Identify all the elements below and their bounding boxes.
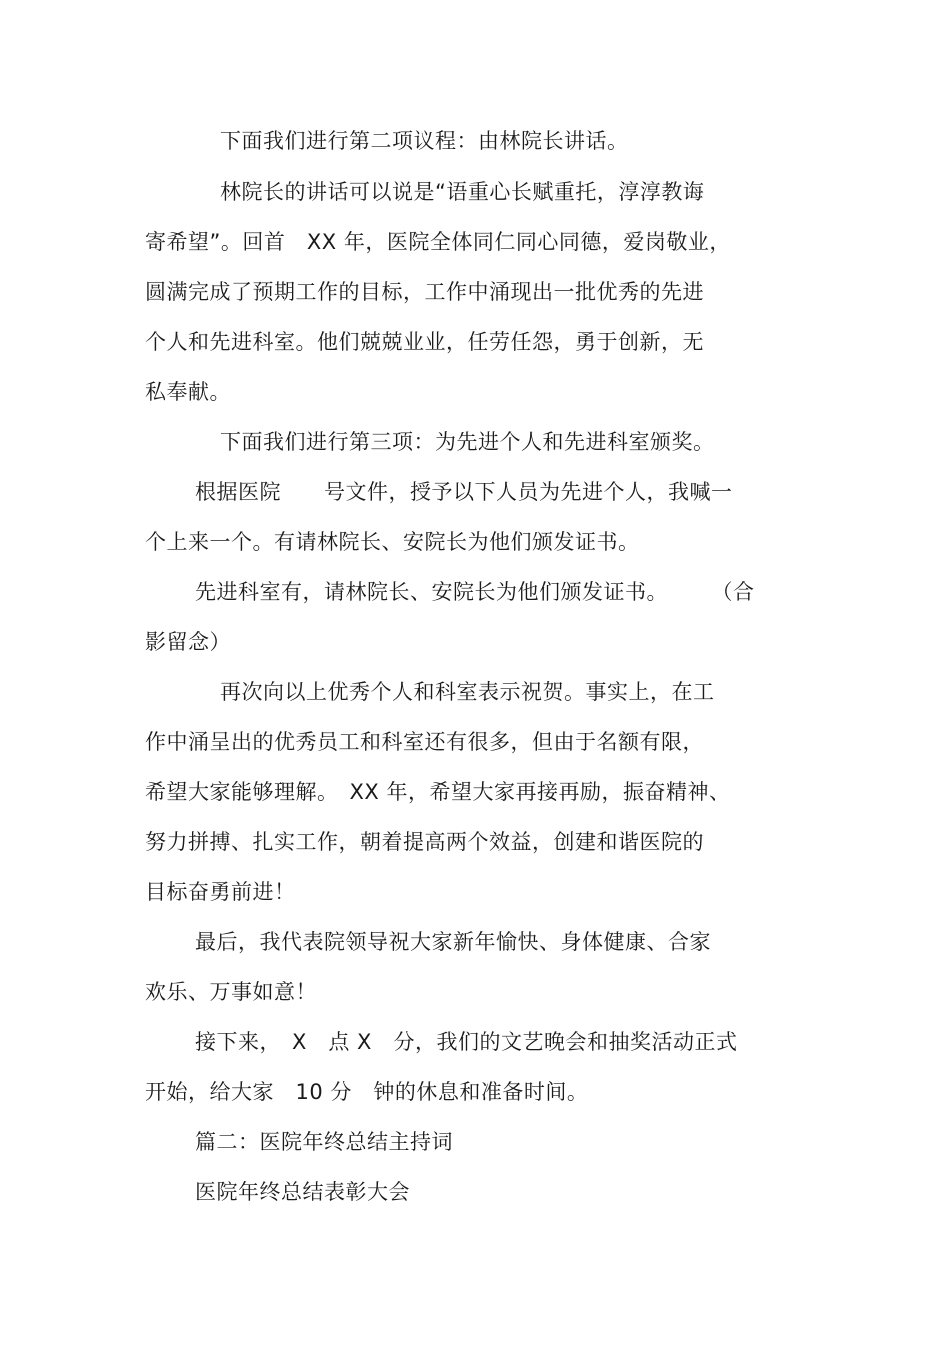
text-line: 开始，给大家 10 分 钟的休息和准备时间。	[145, 1080, 589, 1104]
text-line: 再次向以上优秀个人和科室表示祝贺。事实上，在工	[220, 680, 715, 704]
section-heading: 篇二：医院年终总结主持词	[195, 1130, 453, 1154]
text-line: 个上来一个。有请林院长、安院长为他们颁发证书。	[145, 530, 640, 554]
text-line: 根据医院 号文件，授予以下人员为先进个人，我喊一	[195, 480, 733, 504]
section-title: 医院年终总结表彰大会	[195, 1180, 410, 1204]
text-line: 林院长的讲话可以说是“语重心长赋重托，淳淳教诲	[220, 180, 705, 204]
text-line: 私奉献。	[145, 380, 231, 404]
text-line: 下面我们进行第二项议程：由林院长讲话。	[220, 129, 629, 153]
text-line: 下面我们进行第三项：为先进个人和先进科室颁奖。	[220, 430, 715, 454]
text-line: 影留念）	[145, 630, 231, 654]
text-line: 个人和先进科室。他们兢兢业业，任劳任怨，勇于创新，无	[145, 330, 704, 354]
text-line: 目标奋勇前进！	[145, 880, 296, 904]
text-line: 希望大家能够理解。 XX 年，希望大家再接再励，振奋精神、	[145, 780, 731, 804]
text-line: 最后，我代表院领导祝大家新年愉快、身体健康、合家	[195, 930, 711, 954]
text-line: 努力拼搏、扎实工作，朝着提高两个效益，创建和谐医院的	[145, 830, 704, 854]
text-line: 作中涌呈出的优秀员工和科室还有很多，但由于名额有限，	[145, 730, 704, 754]
text-line: 先进科室有，请林院长、安院长为他们颁发证书。 （合	[195, 580, 755, 604]
text-line: 欢乐、万事如意！	[145, 980, 317, 1004]
text-line: 接下来， X 点 X 分，我们的文艺晚会和抽奖活动正式	[195, 1030, 738, 1054]
text-line: 寄希望”。回首 XX 年，医院全体同仁同心同德，爱岗敬业，	[145, 230, 731, 254]
text-line: 圆满完成了预期工作的目标，工作中涌现出一批优秀的先进	[145, 280, 704, 304]
